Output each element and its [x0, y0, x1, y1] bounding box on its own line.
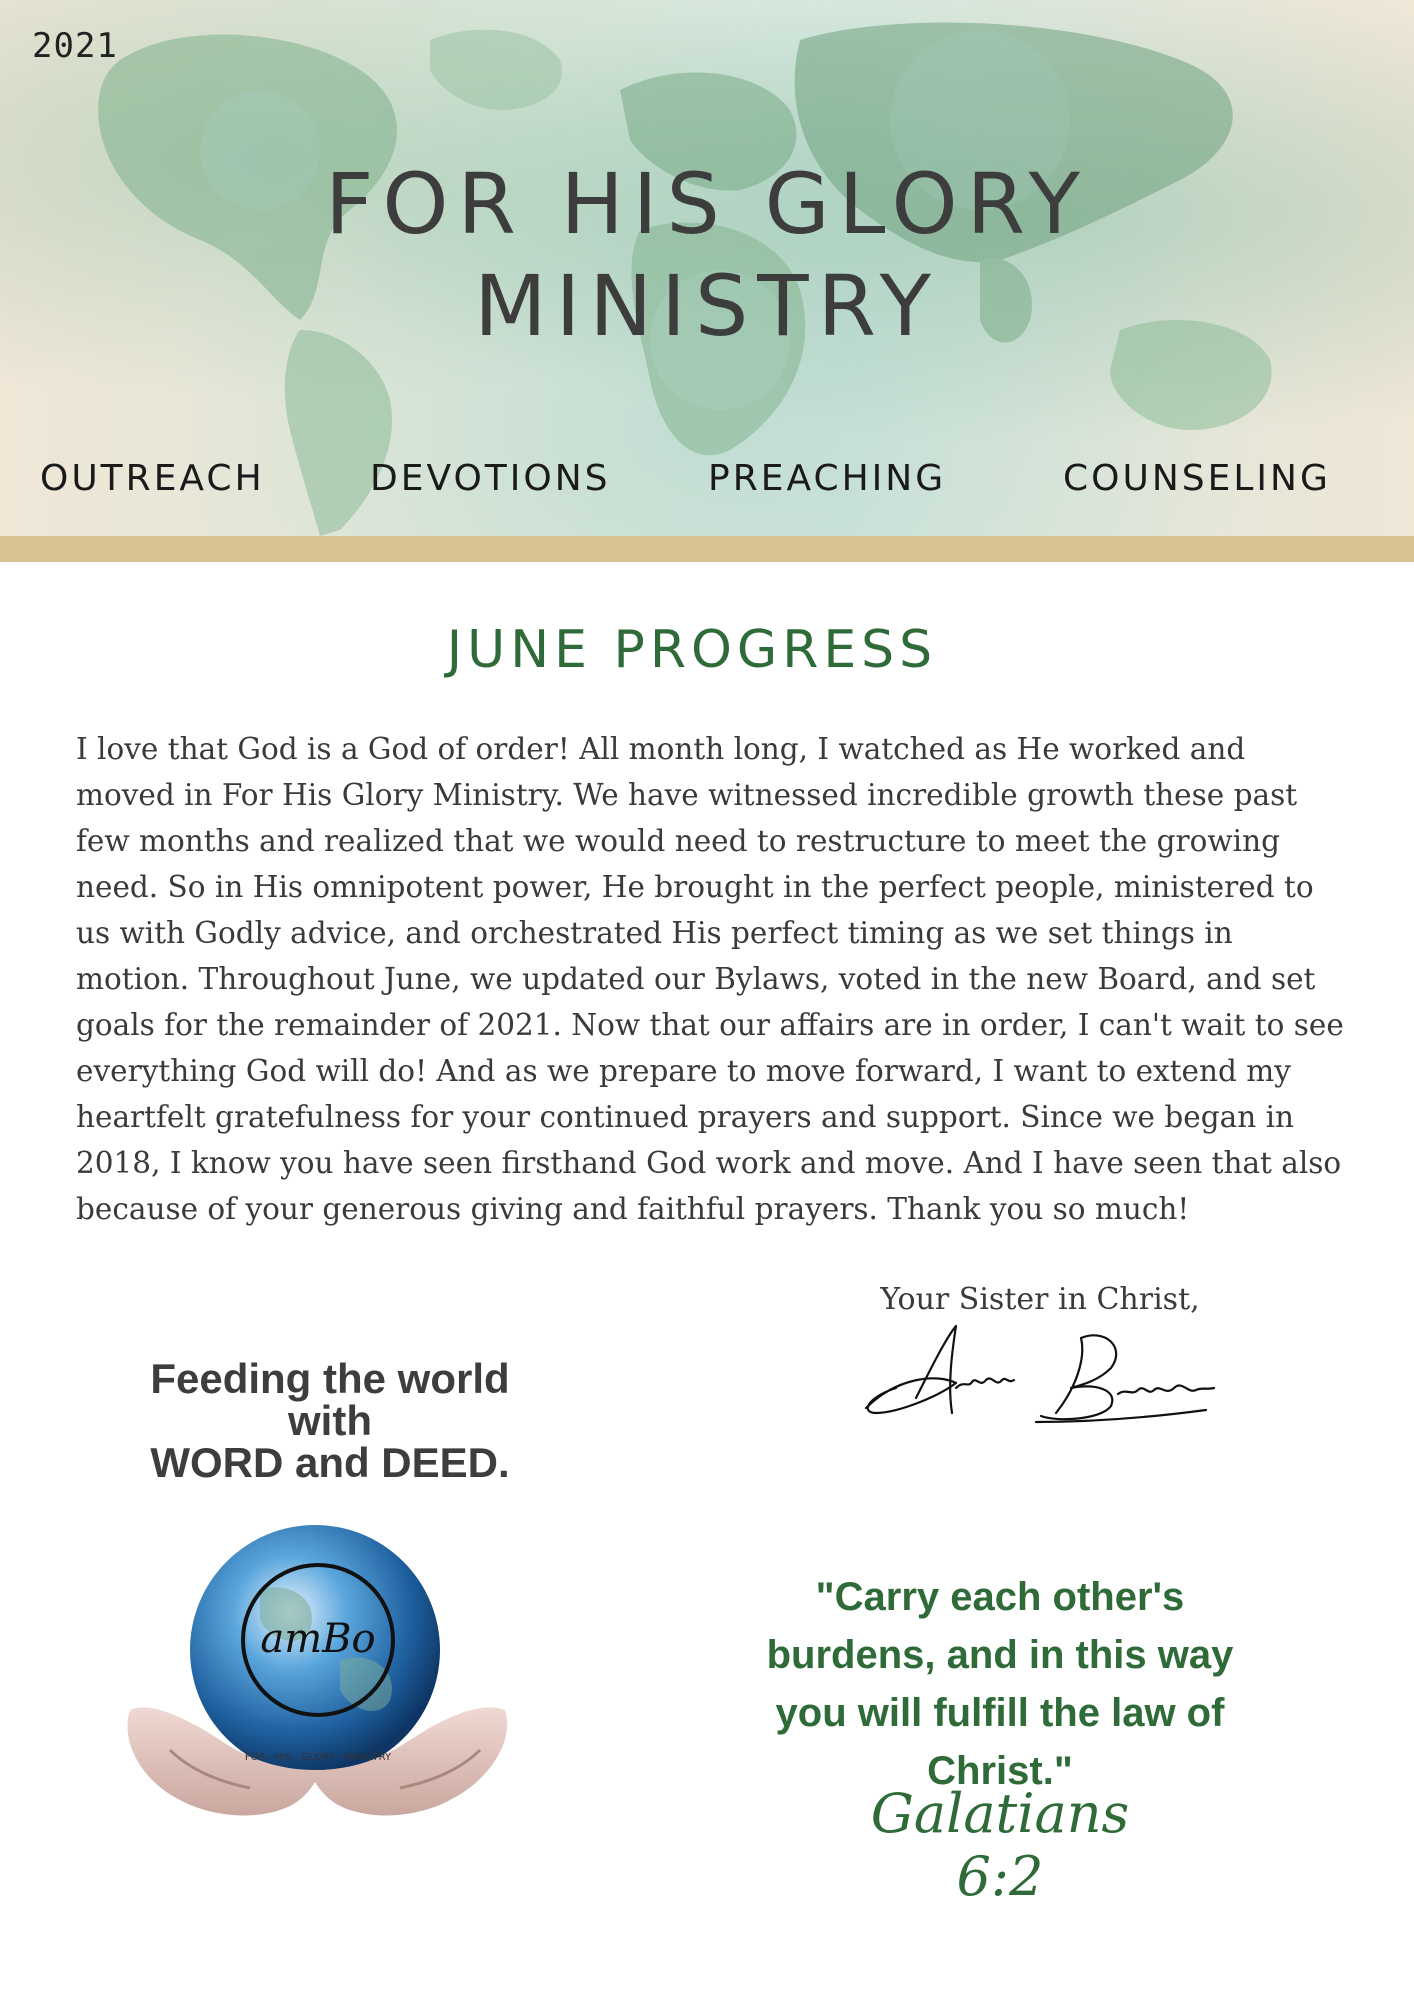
- verse-reference: Galatians 6:2: [870, 1782, 1130, 1908]
- section-title: JUNE PROGRESS: [446, 620, 938, 680]
- nav-counseling[interactable]: COUNSELING: [1063, 458, 1331, 499]
- divider-band: [0, 536, 1414, 562]
- nav-devotions[interactable]: DEVOTIONS: [370, 458, 611, 499]
- tagline: [100, 1355, 560, 1486]
- header-banner: [0, 0, 1414, 536]
- tagline-line3: WORD and DEED.: [150, 1439, 510, 1486]
- tagline-line1: Feeding the world: [150, 1355, 510, 1402]
- newsletter-body: I love that God is a God of order! All month long, I watched as He worked and moved in For His Glory Ministry. We have witnessed incredible growth these past few months and realized that we would need to restructure to meet the growing need. So in His omnipotent power, He brought in the perfect people, ministered to us with Godly advice, and orchestrated His perfect timing as we set things in motion. Throughout June, we updated our Bylaws, voted in the new Board, and set goals for the remainder of 2021. Now that our affairs are in order, I can't wait to see everything God will do! And as we prepare to move forward, I want to extend my heartfelt gratefulness for your continued prayers and support. Since we began in 2018, I know you have seen firsthand God work and move. And I have seen that also because of your generous giving and faithful prayers. Thank you so much!: [76, 732, 1344, 1226]
- closing-line: Your Sister in Christ,: [880, 1282, 1200, 1317]
- nav-outreach[interactable]: OUTREACH: [40, 458, 265, 499]
- tagline-line2: with: [288, 1397, 372, 1444]
- ministry-title-line2: MINISTRY: [474, 257, 940, 355]
- issue-year: 2021: [32, 26, 118, 66]
- ministry-title-line1: FOR HIS GLORY: [325, 155, 1089, 253]
- nav-preaching[interactable]: PREACHING: [708, 458, 947, 499]
- logo-ring-text: FOR · HIS · GLORY · MINISTRY: [244, 1752, 392, 1763]
- signature-image: [856, 1318, 1226, 1428]
- globe-in-hands-logo: [110, 1520, 530, 1840]
- logo-text: amBo: [260, 1616, 376, 1662]
- bible-verse: "Carry each other's burdens, and in this way you will fulfill the law of Christ.": [766, 1575, 1234, 1793]
